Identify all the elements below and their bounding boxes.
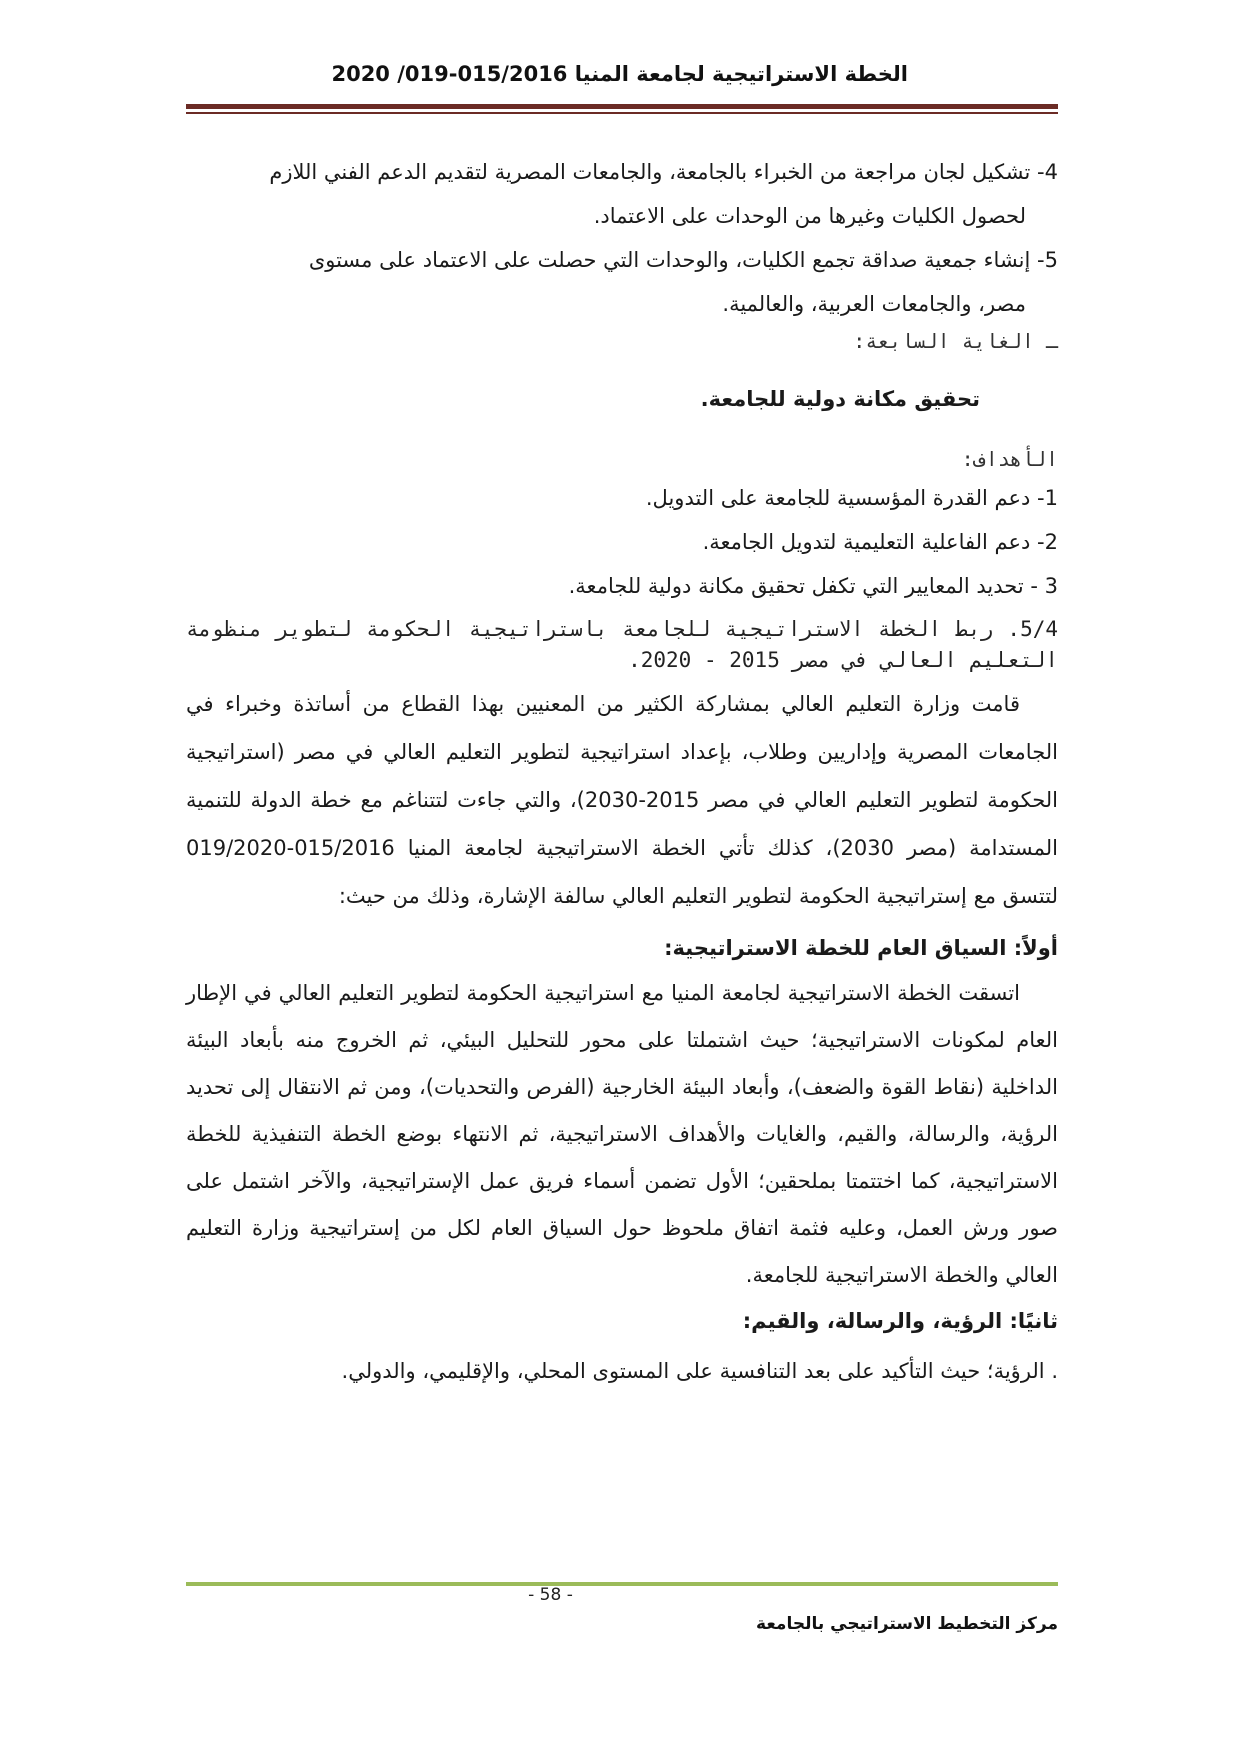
page-number: - 58 - [528, 1585, 573, 1605]
list-item-4-line1: 4- تشكيل لجان مراجعة من الخبراء بالجامعة، والجامعات المصرية لتقديم الدعم الفني اللازم [269, 160, 1058, 184]
paragraph-general-context: اتسقت الخطة الاستراتيجية لجامعة المنيا مع استراتيجية الحكومة لتطوير التعليم العالي في الإطار العام لمكونات الاستراتيجية؛ حيث اشتملتا على محور للتحليل البيئي، ثم الخروج منه بأبعاد البيئة الداخلية (نقاط القوة والضعف)، وأبعاد البيئة الخارجية (الفرص والتحديات)، ومن ثم الانتقال إلى تحديد الرؤية، والرسالة، والقيم، والغايات والأهداف الاستراتيجية، ثم الانتهاء بوضع الخطة التنفيذية للخطة الاستراتيجية، كما اختتمتا بملحقين؛ الأول تضمن أسماء فريق عمل الإستراتيجية، والآخر اشتمل على صور ورش العمل، وعليه فثمة اتفاق ملحوظ حول السياق العام لكل من إستراتيجية وزارة التعليم العالي والخطة الاستراتيجية للجامعة. [186, 981, 1058, 1287]
page-header-title: الخطة الاستراتيجية لجامعة المنيا 015/2016-019/ 2020 [331, 62, 908, 86]
document-body [186, 150, 1058, 1393]
list-item-4-line2: لحصول الكليات وغيرها من الوحدات على الاعتماد. [593, 204, 1026, 228]
heading-general-context: أولاً: السياق العام للخطة الاستراتيجية: [664, 936, 1058, 960]
list-item-5-line2: مصر، والجامعات العربية، والعالمية. [722, 292, 1026, 316]
vision-point: . الرؤية؛ حيث التأكيد على بعد التنافسية على المستوى المحلي، والإقليمي، والدولي. [341, 1359, 1058, 1383]
paragraph-strategy-alignment: قامت وزارة التعليم العالي بمشاركة الكثير من المعنيين بهذا القطاع من أساتذة وخبراء في الجامعات المصرية وإداريين وطلاب، بإعداد استراتيجية لتطوير التعليم العالي في مصر (استراتيجية الحكومة لتطوير التعليم العالي في مصر 2015-2030)، والتي جاءت لتتناغم مع خطة الدولة للتنمية المستدامة (مصر 2030)، كذلك تأتي الخطة الاستراتيجية لجامعة المنيا 015/2016-019/2020 لتتسق مع إستراتيجية الحكومة لتطوير التعليم العالي سالفة الإشارة، وذلك من حيث: [186, 692, 1058, 908]
list-item-5-line1: 5- إنشاء جمعية صداقة تجمع الكليات، والوحدات التي حصلت على الاعتماد على مستوى [308, 248, 1058, 272]
footer-center-name: مركز التخطيط الاستراتيجي بالجامعة [756, 1614, 1058, 1634]
objective-2: 2- دعم الفاعلية التعليمية لتدويل الجامعة. [702, 530, 1058, 554]
objective-3: 3 - تحديد المعايير التي تكفل تحقيق مكانة دولية للجامعة. [568, 574, 1058, 598]
goal-seven-title: تحقيق مكانة دولية للجامعة. [700, 387, 980, 411]
objectives-label: الأهداف: [961, 447, 1058, 471]
objective-1: 1- دعم القدرة المؤسسية للجامعة على التدويل. [645, 486, 1058, 510]
section-heading-5-4: 5/4. ربط الخطة الاستراتيجية للجامعة باستراتيجية الحكومة لتطوير منظومة التعليم العالي في مصر 2015 - 2020. [186, 617, 1058, 672]
header-rule-thick [186, 104, 1058, 109]
header-rule-thin [186, 112, 1058, 114]
goal-seven-label: ـ الغاية السابعة: [853, 329, 1058, 353]
heading-vision-mission-values: ثانيًا: الرؤية، والرسالة، والقيم: [742, 1309, 1058, 1333]
